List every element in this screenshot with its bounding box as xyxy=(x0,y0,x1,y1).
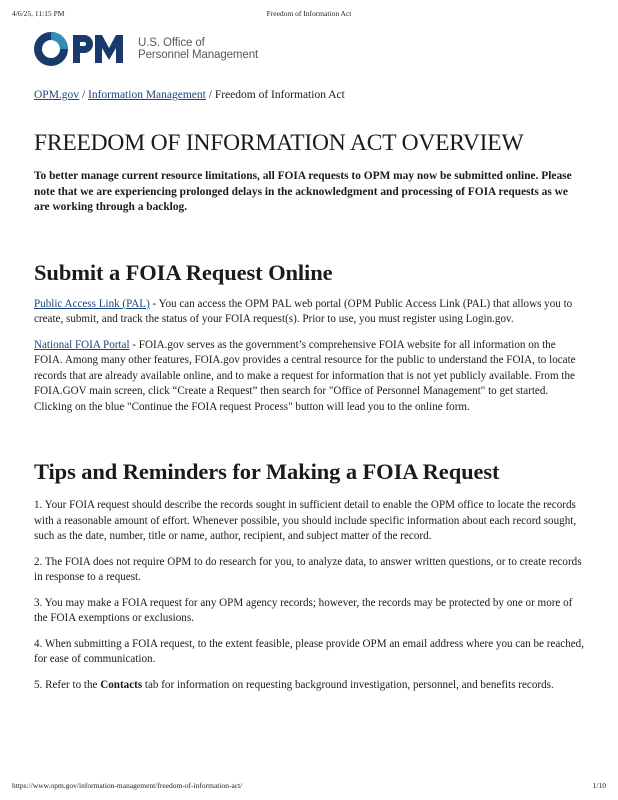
print-page-number: 1/10 xyxy=(592,781,606,790)
backlog-notice: To better manage current resource limitations, all FOIA requests to OPM may now be submitted online. Please note that we are experiencing prolonged delays in the acknowledgment and processing of FOIA requests as we are working through a backlog. xyxy=(34,170,572,214)
tip-item: 1. Your FOIA request should describe the records sought in sufficient detail to enable the OPM office to locate the records with a reasonable amount of effort. Whenever possible, you should include specific information about each record sought, such as the date, number, title or name, author, recipient, and subject matter of the record. xyxy=(34,499,577,543)
opm-org-name xyxy=(138,37,258,62)
breadcrumb-home-link[interactable]: OPM.gov xyxy=(34,89,80,101)
org-line-1: U.S. Office of xyxy=(138,36,205,49)
tips-list xyxy=(34,498,584,693)
tip-item: 4. When submitting a FOIA request, to the extent feasible, please provide OPM an email address where you can be reached, for ease of communication. xyxy=(34,637,585,666)
submit-section-heading: Submit a FOIA Request Online xyxy=(34,259,333,285)
print-datetime: 4/6/25, 11:15 PM xyxy=(12,9,65,18)
tips-section-heading: Tips and Reminders for Making a FOIA Request xyxy=(34,459,500,485)
submit-section xyxy=(34,260,584,416)
tips-section xyxy=(34,459,584,693)
page-title: FREEDOM OF INFORMATION ACT OVERVIEW xyxy=(34,130,524,156)
breadcrumb-parent-link[interactable]: Information Management xyxy=(88,89,206,101)
opm-logo[interactable] xyxy=(34,32,258,66)
portal-paragraph xyxy=(34,338,584,416)
breadcrumb-separator: / xyxy=(79,89,89,101)
national-foia-portal-link[interactable]: National FOIA Portal xyxy=(34,338,130,351)
print-url: https://www.opm.gov/information-management/freedom-of-information-act/ xyxy=(12,781,243,790)
breadcrumb-separator: / xyxy=(205,89,215,101)
main-content xyxy=(34,88,584,703)
opm-logo-mark-icon xyxy=(34,32,130,66)
tip5-suffix: tab for information on requesting background investigation, personnel, and benefits records. xyxy=(142,678,554,691)
tip-item: 3. You may make a FOIA request for any OPM agency records; however, the records may be protected by one or more of the FOIA exemptions or exclusions. xyxy=(34,596,573,625)
pal-paragraph xyxy=(34,297,584,328)
tip5-prefix: 5. Refer to the xyxy=(34,678,101,691)
portal-description: - FOIA.gov serves as the government’s comprehensive FOIA website for all information on the FOIA. Among many other features, FOIA.gov provides a central resource for the public to understand the FOIA, to locate records that are already available online, and to make a request for information that is not yet publicly available. From the FOIA.GOV main screen, click “Create a Request” then search for "Office of Personnel Management" to get started. Clicking on the blue "Continue the FOIA request Process" button will lead you to the online form. xyxy=(34,338,576,413)
pal-link[interactable]: Public Access Link (PAL) xyxy=(34,297,150,310)
contacts-tab-reference: Contacts xyxy=(100,678,143,691)
print-doc-title: Freedom of Information Act xyxy=(266,9,352,18)
pal-description: - You can access the OPM PAL web portal (OPM Public Access Link (PAL) that allows you to create, submit, and track the status of your FOIA request(s). Prior to use, you must register using Login.gov. xyxy=(34,297,573,326)
breadcrumb xyxy=(34,88,584,102)
org-line-2: Personnel Management xyxy=(138,49,259,61)
tip-item xyxy=(34,678,584,694)
breadcrumb-current: Freedom of Information Act xyxy=(214,89,345,101)
tip-item: 2. The FOIA does not require OPM to do research for you, to analyze data, to answer written questions, or to create records in response to a request. xyxy=(34,555,582,584)
